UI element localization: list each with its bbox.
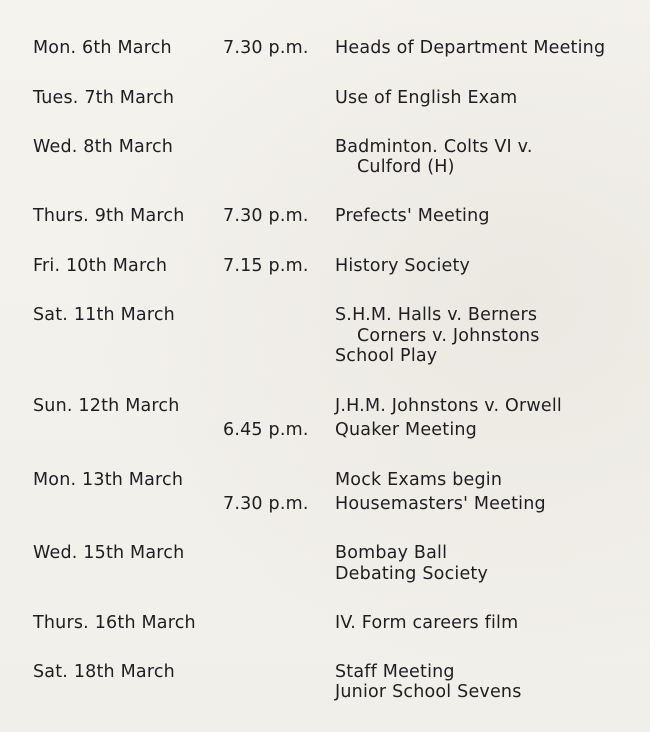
entry-event: Badminton. Colts VI v.: [335, 137, 533, 157]
entry-event: S.H.M. Halls v. Berners: [335, 305, 538, 325]
entry-date: Fri. 10th March: [33, 256, 168, 276]
entry-event: Use of English Exam: [335, 88, 518, 108]
entry-time: 7.15 p.m.: [223, 256, 309, 276]
entry-date: Mon. 13th March: [33, 470, 184, 490]
entry-event: Housemasters' Meeting: [335, 494, 546, 514]
entry-date: Sat. 11th March: [33, 305, 175, 325]
entry-time: 6.45 p.m.: [223, 420, 309, 440]
entry-event: J.H.M. Johnstons v. Orwell: [335, 396, 562, 416]
entry-event: IV. Form careers film: [335, 613, 519, 633]
entry-event-continuation: Debating Society: [335, 564, 489, 584]
entry-event: History Society: [335, 256, 471, 276]
entry-event: Quaker Meeting: [335, 420, 477, 440]
entry-event-continuation: Culford (H): [357, 157, 455, 177]
entry-date: Tues. 7th March: [33, 88, 175, 108]
entry-date: Mon. 6th March: [33, 38, 172, 58]
entry-date: Sun. 12th March: [33, 396, 180, 416]
entry-time: 7.30 p.m.: [223, 494, 309, 514]
entry-date: Wed. 15th March: [33, 543, 185, 563]
entry-date: Thurs. 9th March: [33, 206, 185, 226]
entry-date: Sat. 18th March: [33, 662, 175, 682]
entry-event-continuation: Junior School Sevens: [335, 682, 522, 702]
entry-event: Prefects' Meeting: [335, 206, 490, 226]
entry-time: 7.30 p.m.: [223, 38, 309, 58]
entry-date: Thurs. 16th March: [33, 613, 196, 633]
entry-event-extra: School Play: [335, 346, 438, 366]
entry-event-continuation: Corners v. Johnstons: [357, 326, 540, 346]
entry-date: Wed. 8th March: [33, 137, 174, 157]
entry-event: Staff Meeting: [335, 662, 455, 682]
entry-event: Heads of Department Meeting: [335, 38, 606, 58]
entry-event: Bombay Ball: [335, 543, 448, 563]
entry-time: 7.30 p.m.: [223, 206, 309, 226]
entry-event: Mock Exams begin: [335, 470, 503, 490]
